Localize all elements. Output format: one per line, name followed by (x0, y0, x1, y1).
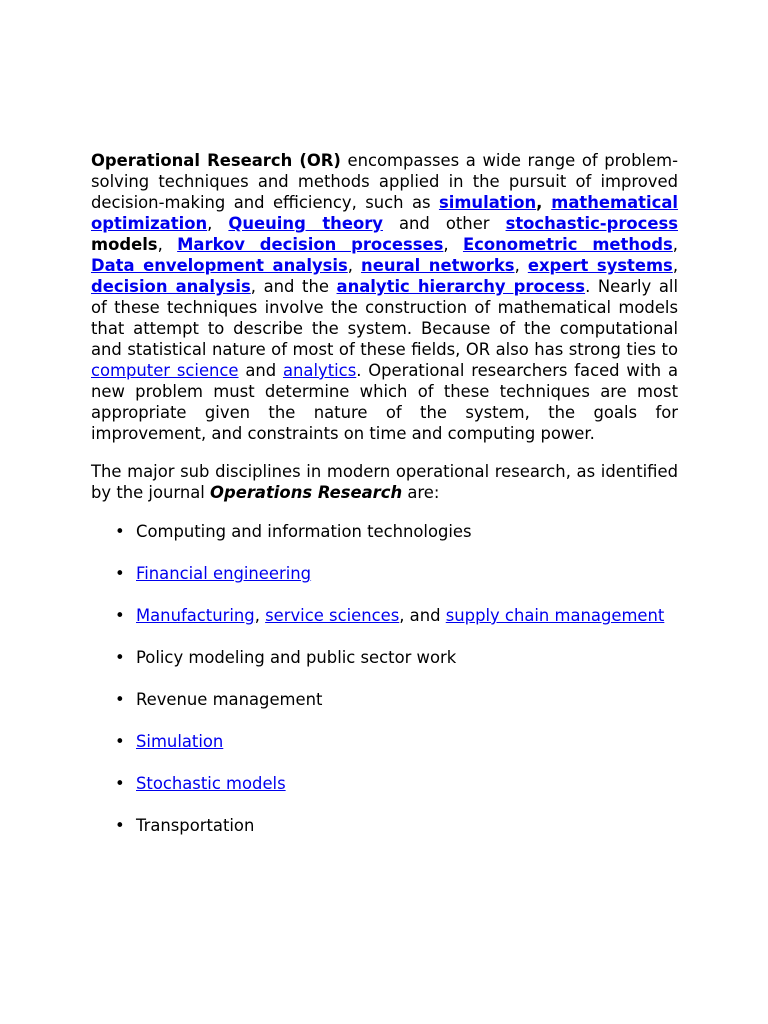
subdisciplines-paragraph (91, 461, 678, 503)
text: , (254, 606, 266, 625)
list-item (91, 689, 678, 710)
list-item (91, 605, 678, 626)
list-item (91, 521, 678, 542)
text: , (157, 235, 178, 254)
text: are: (402, 483, 440, 502)
text: encompasses a wide range of problem-solving techniques and methods applied in the pursuit of improved decision-making and efficiency, such as (91, 151, 679, 212)
list-item (91, 731, 678, 752)
link-analytics[interactable]: analytics (282, 361, 357, 380)
link-simulation[interactable]: simulation (438, 193, 537, 212)
bullet-icon: • (115, 648, 125, 667)
text: , (536, 193, 552, 212)
text: and (238, 361, 283, 380)
text: , (207, 214, 229, 233)
bullet-icon: • (115, 522, 125, 541)
list-item (91, 773, 678, 794)
or-term: Operational Research (OR) (91, 151, 341, 170)
link-expert-systems[interactable]: expert systems (527, 256, 673, 275)
link-stochastic-models[interactable]: Stochastic models (136, 774, 286, 793)
document-body (91, 150, 678, 836)
link-stochastic-process[interactable]: stochastic-process (505, 214, 679, 233)
bullet-icon: • (115, 690, 125, 709)
list-item (91, 647, 678, 668)
link-mathematical-optimization[interactable]: mathematical optimization (91, 193, 679, 233)
link-decision-analysis[interactable]: decision analysis (91, 277, 251, 296)
text: and other (382, 214, 506, 233)
text: , and (399, 606, 446, 625)
text: , (672, 235, 679, 254)
link-neural-networks[interactable]: neural networks (361, 256, 515, 275)
bullet-icon: • (115, 564, 125, 583)
bullet-icon: • (115, 732, 125, 751)
bullet-icon: • (115, 774, 125, 793)
list-item (91, 563, 678, 584)
text: . Operational researchers faced with a new problem must determine which of these techniques are most appropriate given the nature of the system, the goals for improvement, and constraints on time and computing power. (91, 361, 678, 443)
text: , and the (250, 277, 337, 296)
link-service-sciences[interactable]: service sciences (265, 606, 400, 625)
intro-paragraph (91, 150, 678, 444)
text: , (672, 256, 679, 275)
link-financial-engineering[interactable]: Financial engineering (136, 564, 312, 583)
text: The major sub disciplines in modern operational research, as identified by the journal (91, 462, 678, 502)
item-text: Policy modeling and public sector work (136, 648, 457, 667)
subdisciplines-list (91, 521, 678, 836)
text: , (514, 256, 528, 275)
item-text: Computing and information technologies (136, 522, 472, 541)
link-simulation-item[interactable]: Simulation (136, 732, 224, 751)
journal-title: Operations Research (210, 483, 403, 502)
item-text: Transportation (136, 816, 255, 835)
link-data-envelopment-analysis[interactable]: Data envelopment analysis (91, 256, 348, 275)
link-markov-decision-processes[interactable]: Markov decision processes (177, 235, 444, 254)
text: . Nearly all of these techniques involve the construction of mathematical models that attempt to describe the system. Because of the computational and statistical nature of most of these fields, OR also has strong ties to (91, 277, 678, 359)
item-text: Revenue management (136, 690, 323, 709)
link-computer-science[interactable]: computer science (91, 361, 239, 380)
models-term: models (91, 235, 158, 254)
bullet-icon: • (115, 816, 125, 835)
list-item (91, 815, 678, 836)
text: , (443, 235, 463, 254)
link-manufacturing[interactable]: Manufacturing (136, 606, 255, 625)
link-analytic-hierarchy-process[interactable]: analytic hierarchy process (336, 277, 586, 296)
bullet-icon: • (115, 606, 125, 625)
link-supply-chain-management[interactable]: supply chain management (445, 606, 665, 625)
link-econometric-methods[interactable]: Econometric methods (462, 235, 673, 254)
link-queuing-theory[interactable]: Queuing theory (228, 214, 383, 233)
text: , (347, 256, 362, 275)
